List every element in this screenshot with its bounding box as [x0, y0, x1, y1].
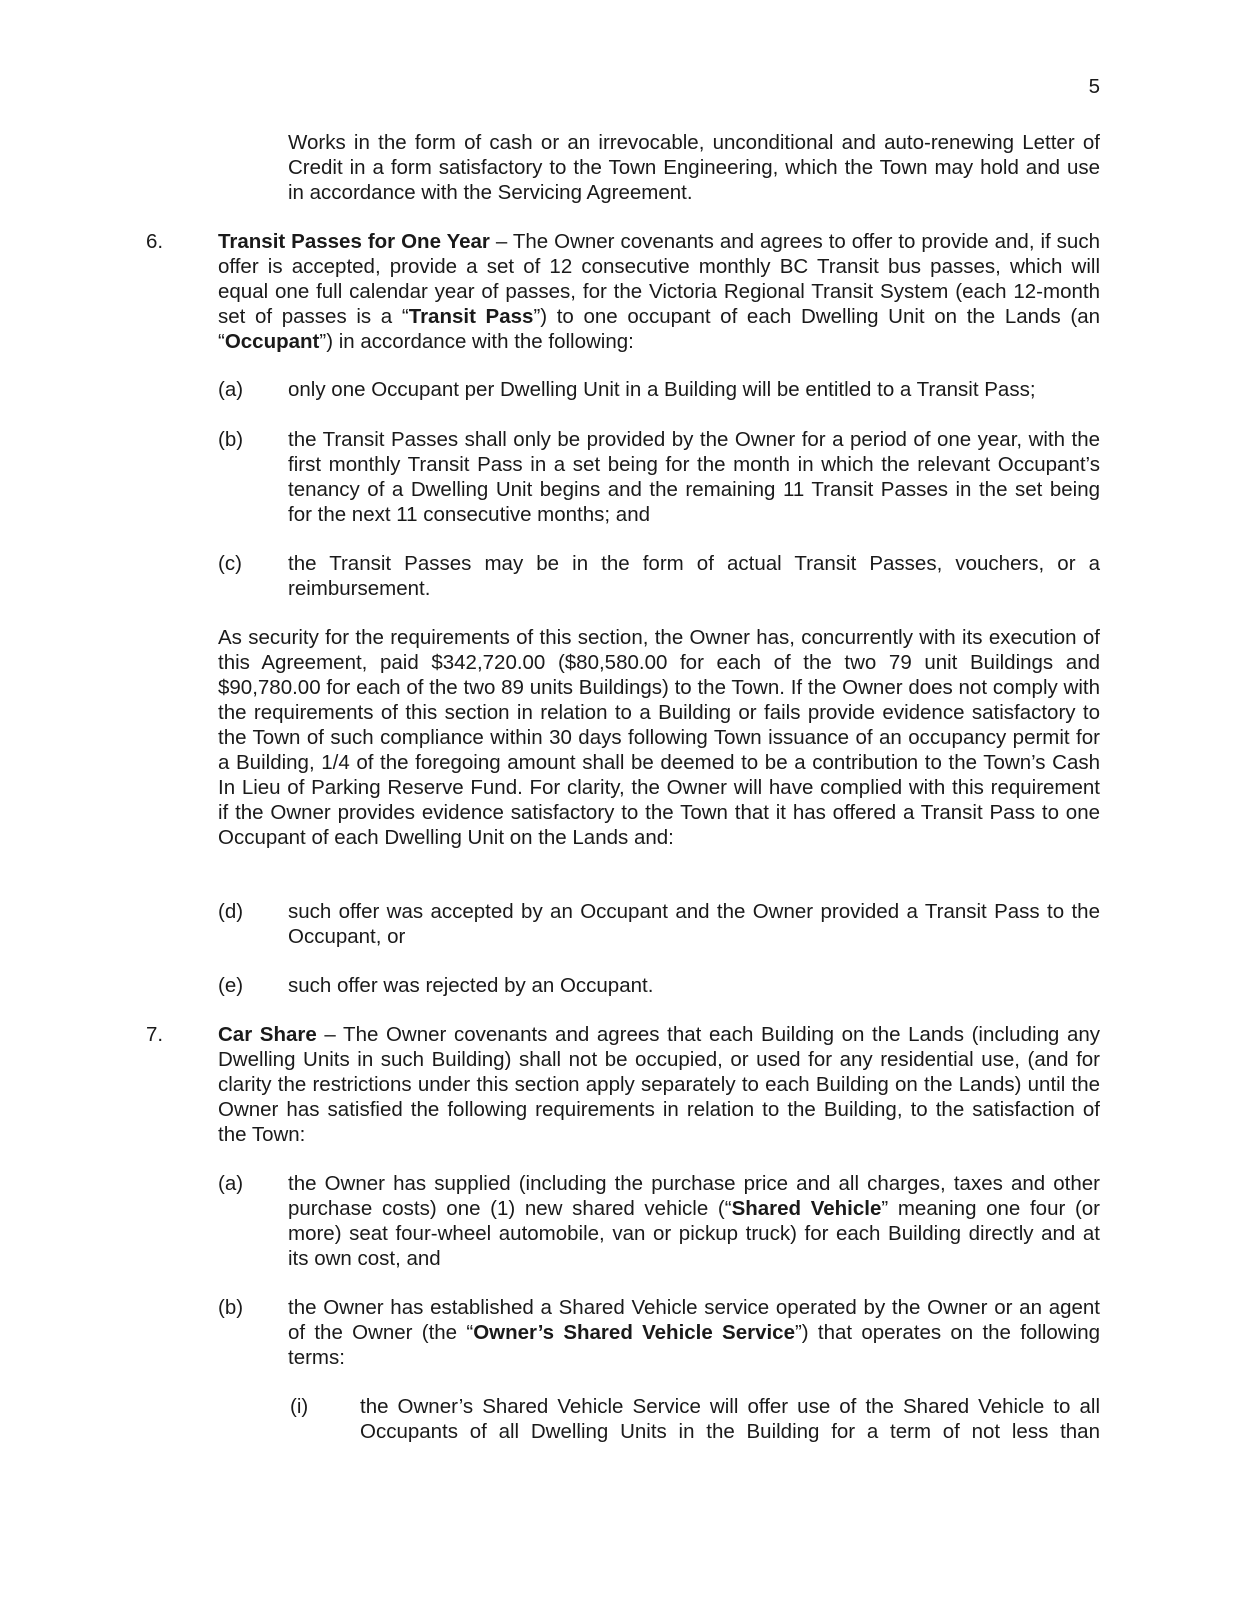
page-number: 5 [1088, 75, 1100, 98]
item-b-part2: ”) that operates on the following terms: [288, 1321, 1100, 1369]
item-label: (b) [218, 1296, 244, 1319]
security-paragraph: As security for the requirements of this section, the Owner has, concurrently with its execution of this Agreement, paid $342,720.00 ($80,580.00 for each of the two 79 unit Buildings and $90,780.00 for each of the two 89 units Buildings) to the Town. If the Owner does not comply with the requirements of this section in relation to a Building or fails provide evidence satisfactory to the Town of such compliance within 30 days following Town issuance of an occupancy permit for a Building, 1/4 of the foregoing amount shall be deemed to be a contribution to the Town’s Cash In Lieu of Parking Reserve Fund. For clarity, the Owner will have complied with this requirement if the Owner provides evidence satisfactory to the Town that it has offered a Transit Pass to one Occupant of each Dwelling Unit on the Lands and: [218, 626, 1100, 849]
item-label: (b) [218, 428, 244, 451]
defined-term-shared-vehicle: Shared Vehicle [731, 1197, 882, 1220]
sub-item-text: the Owner’s Shared Vehicle Service will offer use of the Shared Vehicle to all Occupants of all Dwelling Units in the Building for a term of not less than [360, 1395, 1100, 1443]
item-a-part1: the Owner has supplied (including the purchase price and all charges, taxes and other purchase costs) one (1) new shared vehicle (“ [288, 1172, 1100, 1220]
defined-term-occupant: Occupant [224, 330, 320, 353]
section-7-title: Car Share [218, 1023, 317, 1046]
section-6-title: Transit Passes for One Year [218, 230, 490, 253]
section-7-number: 7. [146, 1023, 164, 1046]
section-6-number: 6. [146, 230, 164, 253]
continuation-paragraph: Works in the form of cash or an irrevocable, unconditional and auto-renewing Letter of Credit in a form satisfactory to the Town Engineering, which the Town may hold and use in accordance with the Servicing Agreement. [288, 131, 1100, 204]
list-item-text: the Transit Passes shall only be provided by the Owner for a period of one year, with the first monthly Transit Pass in a set being for the month in which the relevant Occupant’s tenancy of a Dwelling Unit begins and the remaining 11 Transit Passes in the set being for the next 11 consecutive months; and [288, 428, 1100, 526]
defined-term-transit-pass: Transit Pass [408, 305, 534, 328]
list-item-text: the Transit Passes may be in the form of actual Transit Passes, vouchers, or a reimbursement. [288, 552, 1100, 600]
section-7-intro-text: – The Owner covenants and agrees that each Building on the Lands (including any Dwelling Units in such Building) shall not be occupied, or used for any residential use, (and for clarity the restrictions under this section apply separately to each Building on the Lands) until the Owner has satisfied the following requirements in relation to the Building, to the satisfaction of the Town: [218, 1023, 1100, 1146]
item-b-part1: the Owner has established a Shared Vehicle service operated by the Owner or an agent of the Owner (the “ [288, 1296, 1100, 1344]
item-label: (a) [218, 1172, 244, 1195]
list-item-text: only one Occupant per Dwelling Unit in a Building will be entitled to a Transit Pass; [288, 378, 1036, 401]
defined-term-owners-shared-vehicle-service: Owner’s Shared Vehicle Service [473, 1321, 795, 1344]
list-item-text: such offer was rejected by an Occupant. [288, 974, 654, 997]
section-6-intro-part2: ”) to one occupant of each Dwelling Unit on the Lands (an “ [218, 305, 1100, 353]
section-6-intro [218, 229, 1100, 354]
section-7-intro [218, 1022, 1100, 1147]
item-label: (c) [218, 552, 242, 575]
list-item-text [288, 1295, 1100, 1370]
item-label: (e) [218, 974, 244, 997]
item-a-part2: ” meaning one four (or more) seat four-wheel automobile, van or pickup truck) for each Building directly and at its own cost, and [288, 1197, 1101, 1270]
list-item-text [288, 1171, 1100, 1271]
item-label: (d) [218, 900, 244, 923]
sub-item-label: (i) [290, 1395, 309, 1418]
list-item-text: such offer was accepted by an Occupant and the Owner provided a Transit Pass to the Occupant, or [288, 900, 1100, 948]
section-6-intro-part1: – The Owner covenants and agrees to offer to provide and, if such offer is accepted, provide a set of 12 consecutive monthly BC Transit bus passes, which will equal one full calendar year of passes, for the Victoria Regional Transit System (each 12-month set of passes is a “ [218, 230, 1100, 328]
section-6-intro-part3: ”) in accordance with the following: [319, 330, 634, 353]
item-label: (a) [218, 378, 244, 401]
